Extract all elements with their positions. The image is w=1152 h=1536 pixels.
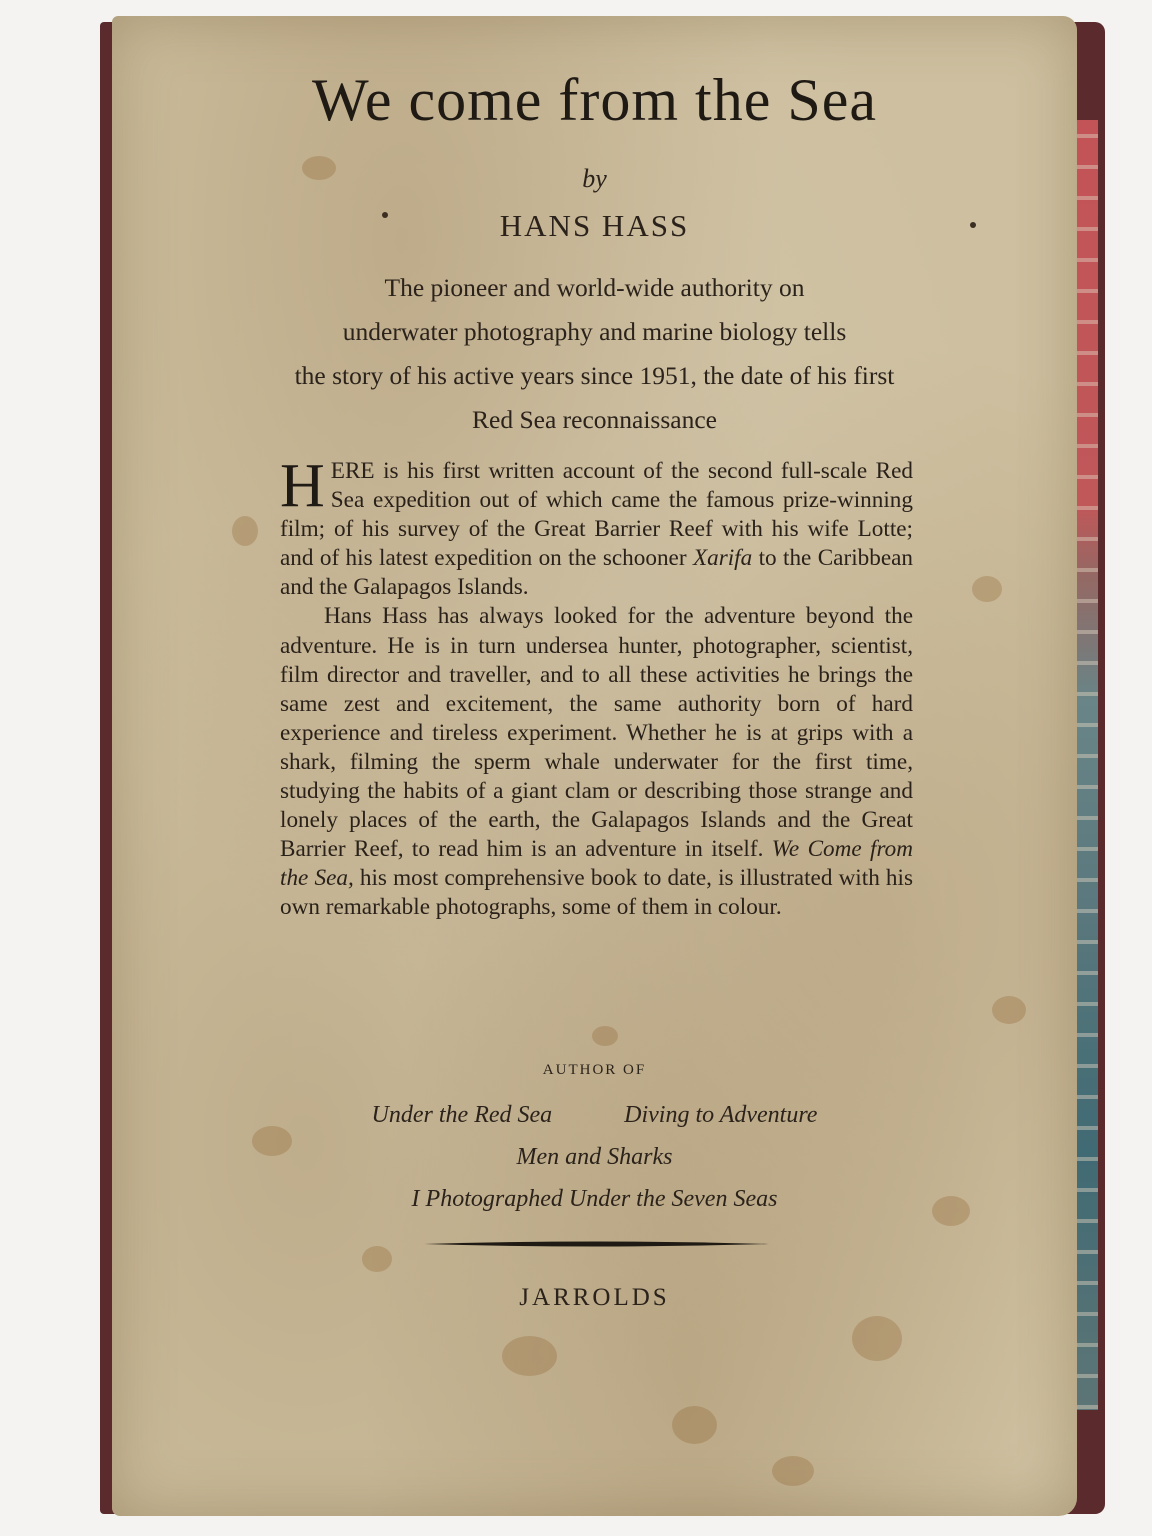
dust-jacket-back [112,16,1077,1516]
other-books [112,1094,1077,1220]
book-item: I Photographed Under the Seven Seas [411,1186,778,1212]
publisher: JARROLDS [519,1284,670,1311]
tagline-line: the story of his active years since 1951, the date of his first [294,361,895,390]
book-title-inline: We Come from the Sea, [280,836,913,892]
book-item: Under the Red Sea [371,1102,553,1128]
blurb-paragraph-2: Hans Hass has always looked for the adventure beyond the adventure. He is in turn undersea hunter, photographer, scientist, film director and traveller, and to all these activities he brings the same zest and excitement, the same authority born of hard experience and tireless experiment. Whether he is at grips with a shark, filming the sperm whale underwater for the first time, studying the habits of a giant clam or describing those strange and lonely places of the earth, the Galapagos Islands and the Great Barrier Reef, to read him is an adventure in itself. We Come from the Sea, his most comprehensive book to date, is illustrated with his own remarkable photographs, some of them in colour. [280,603,913,921]
tagline-line: Red Sea reconnaissance [472,405,717,434]
tagline-line: underwater photography and marine biology tells [342,317,847,346]
book-item: Men and Sharks [516,1144,673,1170]
blurb-paragraph-1: HERE is his first written account of the second full-scale Red Sea expedition out of which came the famous prize-winning film; of his survey of the Great Barrier Reef with his wife Lotte; and of his latest expedition on the schooner Xarifa to the Caribbean and the Galapagos Islands. [280,452,913,601]
by-line: by [582,164,607,193]
blurb [280,452,913,923]
book-item: Diving to Adventure [624,1102,818,1128]
ornamental-rule [424,1240,769,1248]
author-of-label: AUTHOR OF [542,1062,647,1078]
ship-name: Xarifa [692,545,753,572]
drop-cap: H [280,452,325,520]
book-title: We come from the Sea [312,67,877,133]
tagline [112,266,1077,442]
tagline-line: The pioneer and world-wide authority on [384,273,805,302]
author-name: HANS HASS [499,208,690,243]
